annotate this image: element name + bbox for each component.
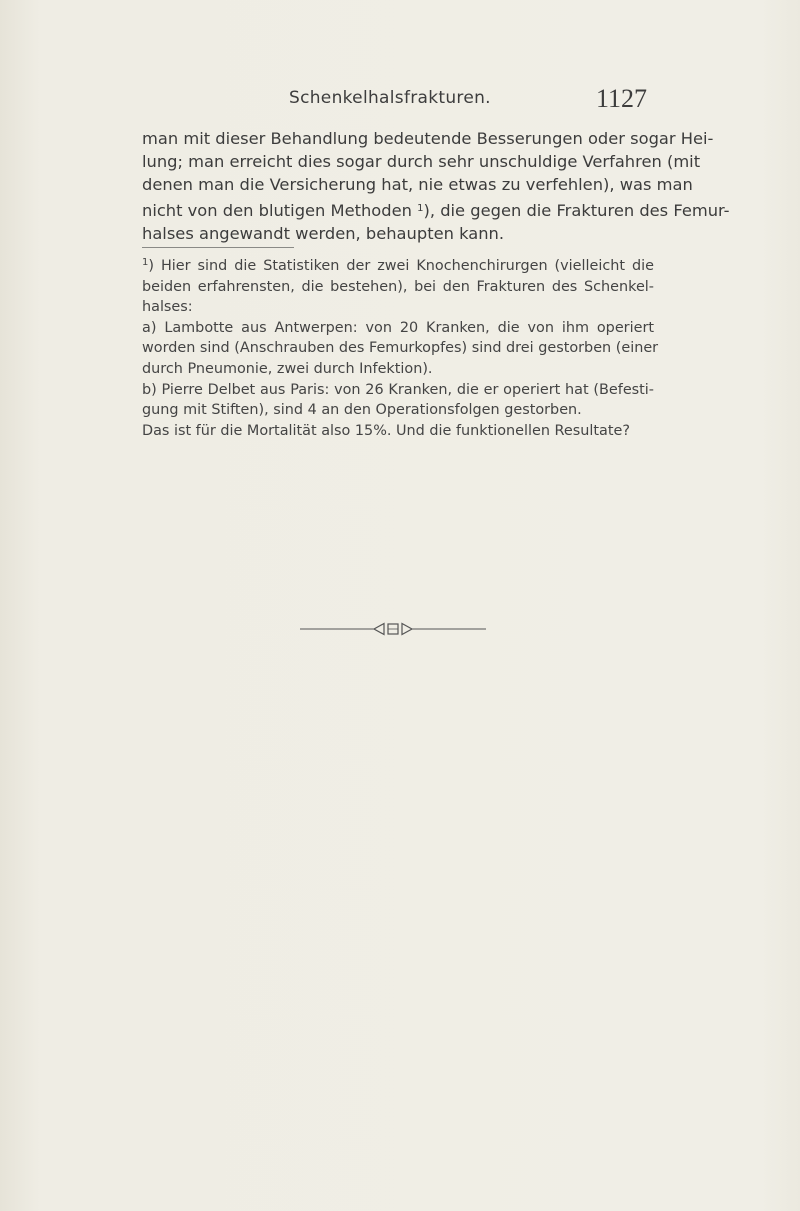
footnote-reference: 1 [417, 202, 424, 214]
footnote-marker: 1 [142, 257, 149, 268]
paragraph-text-before-ref: nicht von den blutigen Methoden [142, 200, 412, 220]
footnote-line: Das ist für die Mortalität also 15%. Und die funktionellen Resultate? [142, 422, 630, 439]
paragraph-line: lung; man erreicht dies sogar durch sehr unschuldige Verfahren (mit [142, 152, 701, 172]
paragraph-line: denen man die Versicherung hat, nie etwas zu verfehlen), was man [142, 175, 693, 195]
main-paragraph [142, 127, 730, 245]
end-ornament-icon [300, 622, 500, 636]
footnote-line: worden sind (Anschrauben des Femurkopfes) sind drei gestorben (einer [142, 340, 659, 357]
paragraph-line: halses angewandt werden, behaupten kann. [142, 223, 505, 243]
footnote-line: beiden erfahrensten, die bestehen), bei den Frakturen des Schenkel- [142, 278, 654, 295]
running-title: Schenkelhalsfrakturen. [289, 88, 491, 108]
footnote-line: gung mit Stiften), sind 4 an den Operationsfolgen gestorben. [142, 402, 582, 419]
end-ornament-svg [300, 622, 500, 636]
footnote-line-first [142, 253, 654, 277]
footnote-separator [142, 247, 294, 248]
footnote-block [142, 253, 659, 441]
page-number: 1127 [595, 84, 647, 113]
footnote-text: ) Hier sind die Statistiken der zwei Knochenchirurgen (vielleicht die [148, 258, 654, 274]
footnote-line: a) Lambotte aus Antwerpen: von 20 Kranken, die von ihm operiert [142, 319, 654, 336]
running-head [277, 84, 647, 116]
footnote-line: b) Pierre Delbet aus Paris: von 26 Kranken, die er operiert hat (Befesti- [142, 381, 654, 398]
paragraph-line-with-footnote-ref [142, 197, 730, 222]
footnote-line: durch Pneumonie, zwei durch Infektion). [142, 360, 433, 377]
paragraph-text-after-ref: ), die gegen die Frakturen des Femur- [423, 200, 730, 220]
footnote-line: halses: [142, 299, 193, 316]
paragraph-line: man mit dieser Behandlung bedeutende Besserungen oder sogar Hei- [142, 129, 714, 148]
